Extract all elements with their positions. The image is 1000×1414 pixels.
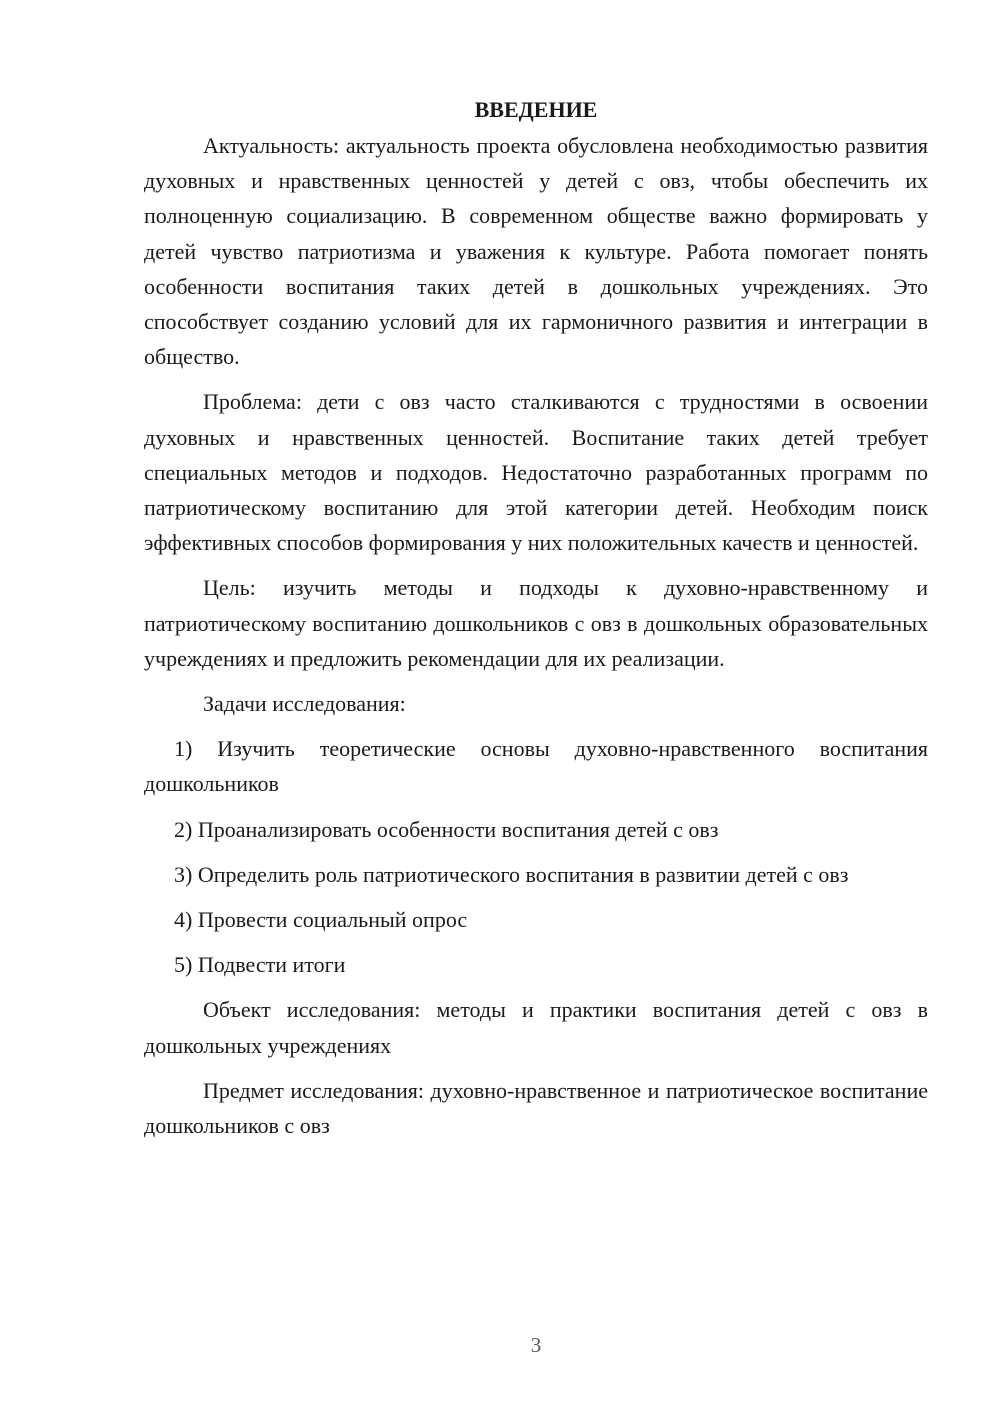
relevance-paragraph: Актуальность: актуальность проекта обусловлена необходимостью развития духовных и нравственных ценностей у детей с овз, чтобы обеспечить их полноценную социализацию. В современном обществе важно формировать у детей чувство патриотизма и уважения к культуре. Работа помогает понять особенности воспитания таких детей в дошкольных учреждениях. Это способствует созданию условий для их гармоничного развития и интеграции в общество. — [144, 133, 928, 370]
task-item: 4) Провести социальный опрос — [174, 907, 468, 933]
task-item: 2) Проанализировать особенности воспитания детей с овз — [174, 816, 719, 842]
object-paragraph: Объект исследования: методы и практики воспитания детей с овз в дошкольных учреждениях — [144, 997, 928, 1058]
document-page — [144, 94, 928, 1143]
document-heading: ВВЕДЕНИЕ — [474, 97, 598, 122]
page-number: 3 — [530, 1333, 542, 1357]
task-item: 1) Изучить теоретические основы духовно-нравственного воспитания дошкольников — [144, 736, 928, 797]
task-item: 5) Подвести итоги — [174, 952, 346, 978]
problem-paragraph: Проблема: дети с овз часто сталкиваются с трудностями в освоении духовных и нравственных ценностей. Воспитание таких детей требует специальных методов и подходов. Недостаточно разработанных программ по патриотическому воспитанию для этой категории детей. Необходим поиск эффективных способов формирования у них положительных качеств и ценностей. — [144, 389, 928, 556]
goal-paragraph: Цель: изучить методы и подходы к духовно-нравственному и патриотическому воспитанию дошкольников с овз в дошкольных образовательных учреждениях и предложить рекомендации для их реализации. — [144, 575, 928, 671]
subject-paragraph: Предмет исследования: духовно-нравственное и патриотическое воспитание дошкольников с овз — [144, 1077, 928, 1139]
task-item: 3) Определить роль патриотического воспитания в развитии детей с овз — [174, 861, 849, 887]
tasks-heading: Задачи исследования: — [203, 691, 406, 717]
